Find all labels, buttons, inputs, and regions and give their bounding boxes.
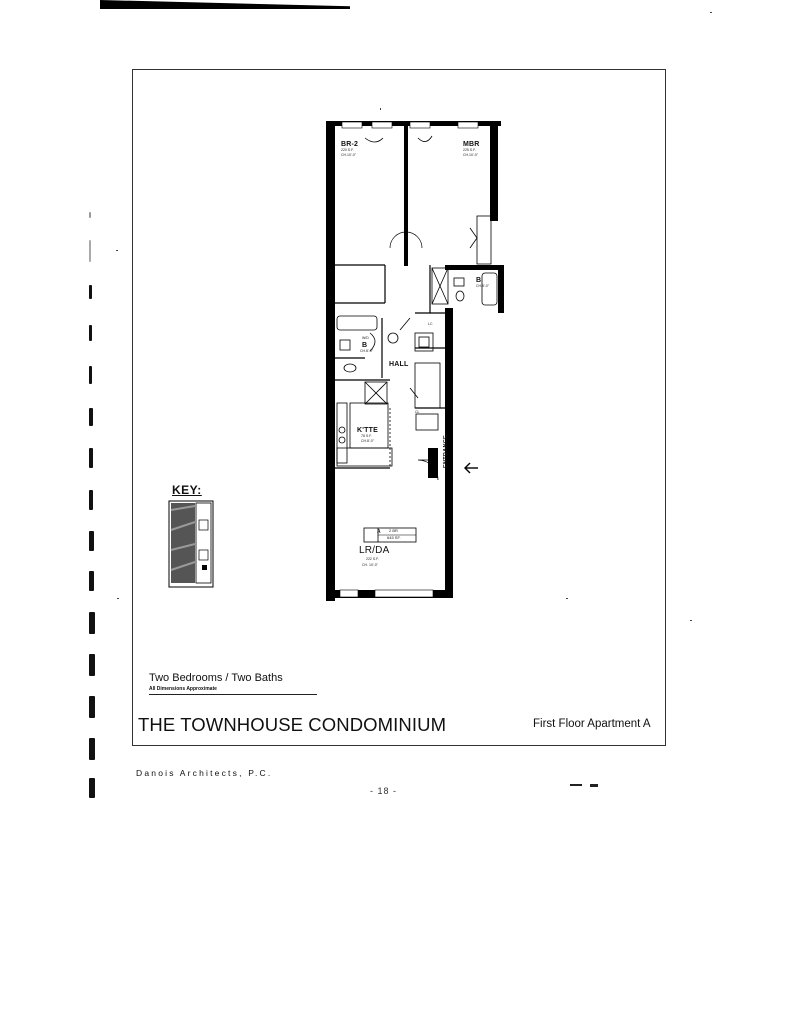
architect-credit: Danois Architects, P.C.	[136, 768, 273, 778]
room-label-bath-lower: B	[362, 342, 368, 349]
room-label-mbr: MBR	[463, 141, 480, 148]
room-label-br2: BR-2	[341, 141, 359, 148]
scan-artifact-top	[100, 0, 350, 9]
closet-tag-wd: W/D	[362, 336, 369, 340]
room-note-bath-lower: CH.8'-0"	[360, 349, 373, 353]
unit-tag-rooms: 2 BR	[389, 528, 398, 533]
entrance-label: ENTRANCE	[443, 435, 449, 468]
page-number-value: 18	[377, 786, 390, 796]
building-title: THE TOWNHOUSE CONDOMINIUM	[138, 714, 447, 735]
floor-plan	[320, 118, 510, 603]
page-number: - 18 -	[370, 786, 398, 796]
key-thumbnail	[168, 500, 214, 588]
unit-tag-area: 645 SF.	[387, 535, 401, 540]
closet-tag-lc: LC	[428, 322, 433, 326]
room-ceiling-mbr: CH.10'-0"	[463, 153, 478, 157]
divider	[149, 694, 317, 695]
scan-speck	[710, 12, 712, 13]
room-label-living: LR/DA	[359, 545, 390, 556]
scan-mark	[590, 784, 598, 787]
scan-speck	[690, 620, 692, 621]
room-label-hall: HALL	[389, 361, 409, 368]
unit-tag-letter: A	[377, 529, 381, 535]
room-ceiling-kitchen: CH.8'-0"	[361, 439, 374, 443]
room-area-br2: 220 S.F.	[341, 148, 354, 152]
room-ceiling-br2: CH.10'-0"	[341, 153, 356, 157]
room-ceiling-living: CH. 10'-0"	[362, 563, 378, 567]
dimensions-note: All Dimensions Approximate	[149, 686, 217, 692]
unit-subtitle: Two Bedrooms / Two Baths	[149, 672, 283, 684]
room-area-mbr: 225 S.F.	[463, 148, 476, 152]
scan-speck	[117, 598, 119, 599]
scan-speck	[116, 250, 118, 251]
scan-mark	[570, 784, 582, 786]
room-label-kitchen: K'TTE	[357, 427, 378, 434]
room-area-kitchen: 78 S.F.	[361, 434, 372, 438]
apartment-label: First Floor Apartment A	[533, 718, 651, 730]
key-label: KEY:	[172, 483, 202, 497]
room-note-bath-upper: CH.8'-0"	[476, 284, 489, 288]
room-area-living: 222 S.F.	[366, 557, 379, 561]
room-label-bath-upper: B	[476, 277, 482, 284]
closet-tag-cl: CL	[415, 410, 420, 414]
